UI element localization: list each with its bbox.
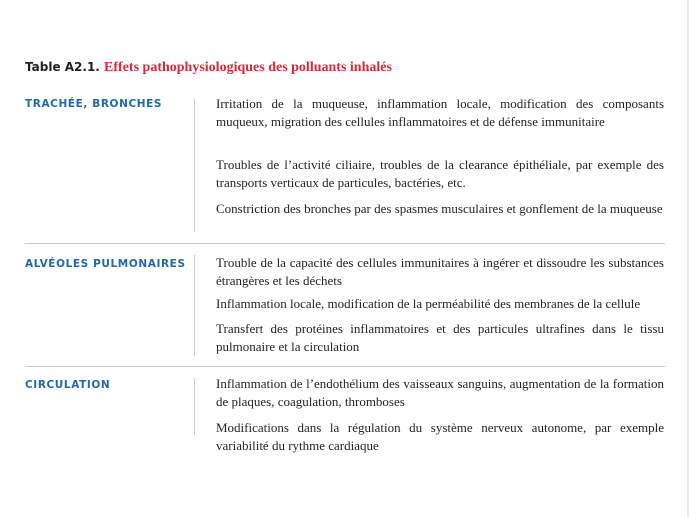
effect-item: Constriction des bronches par des spasmes musculaires et gonflement de la muqueuse xyxy=(216,201,663,216)
column-divider xyxy=(194,99,195,232)
table-caption xyxy=(25,60,392,76)
section-label-circulation: CIRCULATION xyxy=(25,379,111,391)
section-divider xyxy=(25,243,665,244)
section-label-trachee-bronches: TRACHÉE, BRONCHES xyxy=(25,98,163,110)
effect-item: Modifications dans la régulation du système nerveux autonome, par exemple variabilité du rythme cardiaque xyxy=(216,420,664,453)
effect-item: Troubles de l’activité ciliaire, troubles de la clearance épithéliale, par exemple des transports verticaux de particules, bactéries, etc. xyxy=(216,157,664,190)
effect-item: Inflammation de l’endothélium des vaisseaux sanguins, augmentation de la formation de plaques, coagulation, thromboses xyxy=(216,376,664,409)
section-divider xyxy=(25,366,665,367)
effect-item: Inflammation locale, modification de la perméabilité des membranes de la cellule xyxy=(216,296,641,311)
effect-item: Irritation de la muqueuse, inflammation locale, modification des composants muqueux, migration des cellules inflammatoires et de défense immunitaire xyxy=(216,96,664,129)
table-title: Effets pathophysiologiques des polluants inhalés xyxy=(104,60,392,75)
column-divider xyxy=(194,255,195,356)
column-divider xyxy=(194,378,195,435)
effect-item: Transfert des protéines inflammatoires et des particules ultrafines dans le tissu pulmonaire et la circulation xyxy=(216,321,664,354)
effect-item: Trouble de la capacité des cellules immunitaires à ingérer et dissoudre les substances étrangères et les déchets xyxy=(216,255,664,288)
section-label-alveoles-pulmonaires: ALVÉOLES PULMONAIRES xyxy=(25,258,186,270)
table-number: Table A2.1. xyxy=(25,60,100,74)
